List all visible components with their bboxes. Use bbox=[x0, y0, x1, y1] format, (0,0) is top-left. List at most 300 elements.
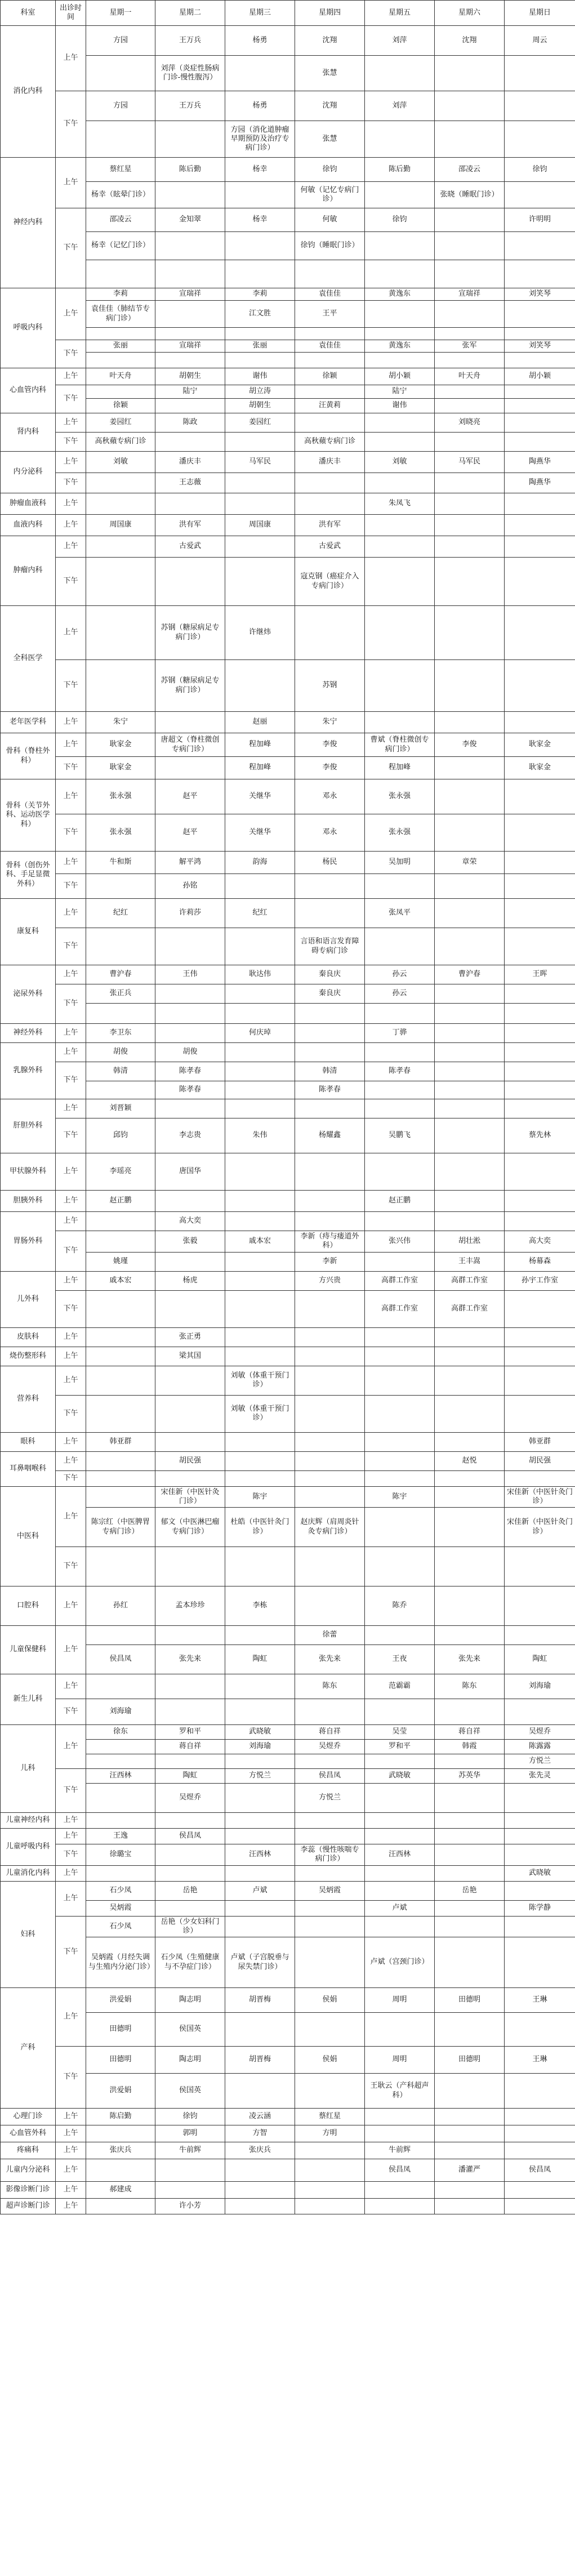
doctor-cell: 姚瑾 bbox=[86, 1252, 155, 1271]
doctor-cell bbox=[505, 515, 575, 536]
doctor-cell bbox=[86, 660, 155, 712]
doctor-cell: 王晖 bbox=[505, 965, 575, 984]
doctor-cell bbox=[505, 493, 575, 515]
doctor-cell: 洪有军 bbox=[295, 515, 365, 536]
doctor-cell: 徐颖 bbox=[295, 368, 365, 385]
doctor-cell bbox=[225, 874, 295, 899]
doctor-cell: 赵丽 bbox=[225, 712, 295, 733]
table-row bbox=[1, 1153, 575, 1191]
department-cell: 乳腺外科 bbox=[1, 1043, 56, 1099]
doctor-cell: 耿达伟 bbox=[225, 965, 295, 984]
doctor-cell bbox=[155, 1290, 225, 1327]
table-row bbox=[1, 1451, 575, 1470]
doctor-cell: 江文胜 bbox=[225, 301, 295, 328]
doctor-cell: 刘晓亮 bbox=[435, 413, 505, 433]
session-cell: 上午 bbox=[56, 452, 86, 473]
doctor-cell bbox=[225, 1674, 295, 1699]
doctor-cell: 陈露露 bbox=[505, 1740, 575, 1754]
table-row bbox=[1, 493, 575, 515]
session-cell: 下午 bbox=[56, 91, 86, 158]
doctor-cell bbox=[435, 874, 505, 899]
doctor-cell bbox=[365, 1699, 435, 1725]
doctor-cell: 张晓（睡眠门诊） bbox=[435, 182, 505, 208]
doctor-cell bbox=[86, 473, 155, 493]
doctor-cell bbox=[225, 1271, 295, 1290]
doctor-cell bbox=[155, 1024, 225, 1043]
doctor-cell bbox=[155, 121, 225, 158]
doctor-cell: 王逸 bbox=[86, 1829, 155, 1844]
doctor-cell bbox=[435, 2013, 505, 2047]
doctor-cell bbox=[435, 757, 505, 779]
doctor-cell: 沈翔 bbox=[295, 26, 365, 56]
doctor-cell: 陈乔 bbox=[365, 1586, 435, 1626]
table-row bbox=[1, 91, 575, 121]
doctor-cell: 田德明 bbox=[435, 2047, 505, 2074]
doctor-cell: 姜园红 bbox=[225, 413, 295, 433]
doctor-cell: 赵悦 bbox=[435, 1451, 505, 1470]
doctor-cell: 张先来 bbox=[435, 1645, 505, 1674]
doctor-cell bbox=[435, 712, 505, 733]
doctor-cell bbox=[435, 399, 505, 413]
doctor-cell bbox=[365, 536, 435, 558]
table-row bbox=[1, 121, 575, 158]
doctor-cell bbox=[86, 2159, 155, 2182]
doctor-cell bbox=[86, 1626, 155, 1645]
doctor-cell bbox=[295, 1099, 365, 1118]
doctor-cell: 纪红 bbox=[86, 899, 155, 928]
doctor-cell bbox=[435, 1212, 505, 1231]
doctor-cell bbox=[435, 2074, 505, 2109]
doctor-cell bbox=[295, 606, 365, 660]
doctor-cell: 张兴伟 bbox=[365, 1231, 435, 1253]
doctor-cell bbox=[505, 1004, 575, 1024]
doctor-cell bbox=[435, 1784, 505, 1813]
doctor-cell: 何庆琸 bbox=[225, 1024, 295, 1043]
table-row bbox=[1, 368, 575, 385]
doctor-cell: 苏钢（糖尿病足专病门诊） bbox=[155, 606, 225, 660]
doctor-cell bbox=[225, 493, 295, 515]
doctor-cell bbox=[365, 473, 435, 493]
doctor-cell bbox=[365, 712, 435, 733]
doctor-cell: 李志贵 bbox=[155, 1118, 225, 1153]
doctor-cell: 陈后勤 bbox=[365, 158, 435, 182]
doctor-cell bbox=[225, 1699, 295, 1725]
doctor-cell bbox=[86, 606, 155, 660]
doctor-cell bbox=[295, 2199, 365, 2214]
department-cell: 儿童神经内科 bbox=[1, 1813, 56, 1829]
doctor-cell bbox=[365, 182, 435, 208]
department-cell: 全科医学 bbox=[1, 606, 56, 712]
doctor-cell bbox=[365, 121, 435, 158]
table-row bbox=[1, 385, 575, 399]
doctor-cell bbox=[155, 558, 225, 606]
doctor-cell: 程加峰 bbox=[225, 757, 295, 779]
doctor-cell: 武晓敏 bbox=[225, 1725, 295, 1740]
doctor-cell: 袁佳佳 bbox=[295, 340, 365, 353]
table-row bbox=[1, 413, 575, 433]
session-cell: 上午 bbox=[56, 1486, 86, 1547]
table-row bbox=[1, 1586, 575, 1626]
doctor-cell: 陈孝春 bbox=[295, 1081, 365, 1099]
doctor-cell: 孙云 bbox=[365, 984, 435, 1004]
department-cell: 产科 bbox=[1, 1988, 56, 2109]
doctor-cell bbox=[505, 413, 575, 433]
doctor-cell bbox=[505, 1212, 575, 1231]
table-row bbox=[1, 1988, 575, 2013]
doctor-cell bbox=[225, 1754, 295, 1769]
table-row bbox=[1, 852, 575, 874]
doctor-cell: 许明明 bbox=[505, 208, 575, 232]
doctor-cell bbox=[435, 1153, 505, 1191]
doctor-cell: 高秋蘋专病门诊 bbox=[86, 433, 155, 452]
doctor-cell bbox=[155, 2182, 225, 2199]
doctor-cell bbox=[86, 2199, 155, 2214]
department-cell: 儿外科 bbox=[1, 1271, 56, 1327]
department-cell: 眼科 bbox=[1, 1432, 56, 1451]
doctor-cell: 孙云 bbox=[365, 965, 435, 984]
department-cell: 中医科 bbox=[1, 1486, 56, 1586]
department-cell: 泌尿外科 bbox=[1, 965, 56, 1024]
doctor-cell bbox=[295, 1699, 365, 1725]
doctor-cell: 岳艳 bbox=[155, 1881, 225, 1900]
doctor-cell: 蔡红星 bbox=[86, 158, 155, 182]
table-row bbox=[1, 1881, 575, 1900]
doctor-cell bbox=[505, 2109, 575, 2125]
session-cell: 下午 bbox=[56, 385, 86, 413]
table-row bbox=[1, 1099, 575, 1118]
doctor-cell: 高大奕 bbox=[155, 1212, 225, 1231]
doctor-cell bbox=[505, 182, 575, 208]
doctor-cell bbox=[225, 928, 295, 965]
doctor-cell: 袁佳佳（肺结节专病门诊） bbox=[86, 301, 155, 328]
doctor-cell bbox=[505, 1470, 575, 1486]
table-row bbox=[1, 1024, 575, 1043]
session-cell: 上午 bbox=[56, 1829, 86, 1844]
doctor-cell: 刘萍（炎症性肠病门诊-慢性腹泻） bbox=[155, 56, 225, 91]
doctor-cell: 谢伟 bbox=[365, 399, 435, 413]
doctor-cell: 王伟 bbox=[155, 965, 225, 984]
doctor-cell: 陆宁 bbox=[365, 385, 435, 399]
table-row bbox=[1, 301, 575, 328]
doctor-cell bbox=[86, 1347, 155, 1366]
table-row bbox=[1, 1470, 575, 1486]
doctor-cell bbox=[505, 1586, 575, 1626]
doctor-cell bbox=[86, 558, 155, 606]
doctor-cell bbox=[365, 1252, 435, 1271]
table-row bbox=[1, 1486, 575, 1508]
doctor-cell: 刘笑琴 bbox=[505, 288, 575, 301]
doctor-cell bbox=[225, 2182, 295, 2199]
doctor-cell bbox=[86, 328, 155, 340]
doctor-cell: 张正兵 bbox=[86, 984, 155, 1004]
doctor-cell: 郝建成 bbox=[86, 2182, 155, 2199]
doctor-cell: 郭明 bbox=[155, 2125, 225, 2142]
doctor-cell bbox=[155, 1844, 225, 1866]
doctor-cell: 张庆兵 bbox=[86, 2142, 155, 2159]
doctor-cell: 韩亚群 bbox=[86, 1432, 155, 1451]
doctor-cell bbox=[435, 260, 505, 288]
doctor-cell: 蔡先林 bbox=[505, 1118, 575, 1153]
doctor-cell bbox=[505, 1881, 575, 1900]
doctor-cell bbox=[505, 558, 575, 606]
doctor-cell: 郁文（中医淋巴瘤专病门诊） bbox=[155, 1508, 225, 1547]
doctor-cell bbox=[505, 852, 575, 874]
doctor-cell bbox=[435, 2125, 505, 2142]
doctor-cell bbox=[435, 2109, 505, 2125]
department-cell: 老年医学科 bbox=[1, 712, 56, 733]
session-cell: 下午 bbox=[56, 2047, 86, 2109]
doctor-cell bbox=[505, 1547, 575, 1586]
doctor-cell bbox=[505, 1081, 575, 1099]
doctor-cell bbox=[435, 353, 505, 368]
doctor-cell: 许莉莎 bbox=[155, 899, 225, 928]
doctor-cell: 卢斌 bbox=[365, 1900, 435, 1916]
doctor-cell: 宋佳新（中医针灸门诊） bbox=[155, 1486, 225, 1508]
doctor-cell: 陶虹 bbox=[225, 1645, 295, 1674]
session-cell: 上午 bbox=[56, 158, 86, 208]
doctor-cell: 解平鸿 bbox=[155, 852, 225, 874]
doctor-cell: 侯昌凤 bbox=[505, 2159, 575, 2182]
doctor-cell bbox=[435, 660, 505, 712]
doctor-cell: 王夜 bbox=[365, 1645, 435, 1674]
session-cell: 上午 bbox=[56, 606, 86, 660]
doctor-cell: 徐钧 bbox=[155, 2109, 225, 2125]
doctor-cell bbox=[365, 1327, 435, 1347]
doctor-cell bbox=[86, 1470, 155, 1486]
doctor-cell bbox=[435, 301, 505, 328]
doctor-cell: 牛前辉 bbox=[365, 2142, 435, 2159]
doctor-cell bbox=[505, 260, 575, 288]
department-cell: 肿瘤内科 bbox=[1, 536, 56, 606]
doctor-cell: 耿家金 bbox=[505, 733, 575, 757]
doctor-cell bbox=[435, 2199, 505, 2214]
doctor-cell: 王丰嵩 bbox=[435, 1252, 505, 1271]
session-cell: 下午 bbox=[56, 558, 86, 606]
doctor-cell bbox=[225, 2199, 295, 2214]
department-cell: 甲状腺外科 bbox=[1, 1153, 56, 1191]
department-cell: 肾内科 bbox=[1, 413, 56, 452]
doctor-cell: 徐颖 bbox=[86, 399, 155, 413]
doctor-cell bbox=[155, 712, 225, 733]
doctor-cell: 刘海瑜 bbox=[225, 1740, 295, 1754]
doctor-cell: 苏钢（糖尿病足专病门诊） bbox=[155, 660, 225, 712]
doctor-cell bbox=[435, 1366, 505, 1395]
doctor-cell bbox=[365, 260, 435, 288]
doctor-cell bbox=[86, 2125, 155, 2142]
doctor-cell: 陶燕华 bbox=[505, 473, 575, 493]
doctor-cell bbox=[86, 874, 155, 899]
doctor-cell bbox=[365, 1754, 435, 1769]
doctor-cell bbox=[435, 1508, 505, 1547]
doctor-cell bbox=[435, 1191, 505, 1212]
table-body bbox=[1, 26, 575, 2214]
doctor-cell bbox=[435, 1043, 505, 1062]
doctor-cell: 吴莹 bbox=[365, 1725, 435, 1740]
doctor-cell: 李莉 bbox=[225, 288, 295, 301]
session-cell: 上午 bbox=[56, 1271, 86, 1290]
doctor-cell bbox=[155, 1674, 225, 1699]
session-cell: 下午 bbox=[56, 1699, 86, 1725]
doctor-cell bbox=[435, 1699, 505, 1725]
doctor-cell: 张永强 bbox=[365, 779, 435, 814]
doctor-cell bbox=[155, 232, 225, 260]
doctor-cell: 苏英华 bbox=[435, 1769, 505, 1784]
doctor-cell: 曹斌（脊柱微创专病门诊） bbox=[365, 733, 435, 757]
doctor-cell bbox=[505, 1829, 575, 1844]
doctor-cell bbox=[435, 1844, 505, 1866]
table-row bbox=[1, 1865, 575, 1881]
session-cell: 下午 bbox=[56, 874, 86, 899]
doctor-cell: 刘海瑜 bbox=[86, 1699, 155, 1725]
table-row bbox=[1, 1626, 575, 1645]
table-row bbox=[1, 1508, 575, 1547]
doctor-cell: 杨幸（记忆门诊） bbox=[86, 232, 155, 260]
session-cell: 上午 bbox=[56, 2159, 86, 2182]
doctor-cell: 潘庆丰 bbox=[295, 452, 365, 473]
doctor-cell: 叶天舟 bbox=[435, 368, 505, 385]
doctor-cell: 吴炳霞（月经失调与生殖内分泌门诊） bbox=[86, 1937, 155, 1988]
doctor-cell bbox=[155, 1395, 225, 1432]
session-cell: 上午 bbox=[56, 1432, 86, 1451]
doctor-cell: 孙宇工作室 bbox=[505, 1271, 575, 1290]
doctor-cell bbox=[225, 984, 295, 1004]
doctor-cell: 韩清 bbox=[295, 1062, 365, 1081]
doctor-cell: 吴煜乔 bbox=[155, 1784, 225, 1813]
doctor-cell: 沈翔 bbox=[435, 26, 505, 56]
doctor-cell: 汪西林 bbox=[365, 1844, 435, 1866]
doctor-cell: 唐国华 bbox=[155, 1153, 225, 1191]
department-cell: 胃肠外科 bbox=[1, 1212, 56, 1272]
table-row bbox=[1, 288, 575, 301]
doctor-cell: 古爱武 bbox=[295, 536, 365, 558]
doctor-cell: 韩霞 bbox=[435, 1740, 505, 1754]
session-cell: 下午 bbox=[56, 1547, 86, 1586]
doctor-cell: 王志薇 bbox=[155, 473, 225, 493]
doctor-cell bbox=[435, 473, 505, 493]
doctor-cell: 李蕊（慢性咳喘专病门诊） bbox=[295, 1844, 365, 1866]
session-cell: 下午 bbox=[56, 984, 86, 1024]
table-row bbox=[1, 2182, 575, 2199]
department-cell: 儿童呼吸内科 bbox=[1, 1829, 56, 1866]
doctor-cell bbox=[435, 1586, 505, 1626]
doctor-cell bbox=[295, 1547, 365, 1586]
table-row bbox=[1, 1754, 575, 1769]
doctor-cell: 陶志明 bbox=[155, 1988, 225, 2013]
doctor-cell: 武晓敏 bbox=[365, 1769, 435, 1784]
doctor-cell: 陈孝春 bbox=[155, 1081, 225, 1099]
doctor-cell: 韵海 bbox=[225, 852, 295, 874]
doctor-cell bbox=[155, 260, 225, 288]
doctor-cell: 田德明 bbox=[86, 2047, 155, 2074]
department-cell: 神经内科 bbox=[1, 158, 56, 288]
doctor-cell: 马军民 bbox=[225, 452, 295, 473]
doctor-cell bbox=[225, 1191, 295, 1212]
column-header: 出诊时间 bbox=[56, 1, 86, 26]
doctor-cell bbox=[225, 353, 295, 368]
doctor-cell: 邵凌云 bbox=[86, 208, 155, 232]
doctor-cell: 胡朝生 bbox=[225, 399, 295, 413]
doctor-cell: 马军民 bbox=[435, 452, 505, 473]
doctor-cell: 卢斌 bbox=[225, 1881, 295, 1900]
doctor-cell: 孙红 bbox=[86, 1586, 155, 1626]
column-header: 星期日 bbox=[505, 1, 575, 26]
doctor-cell: 汪西林 bbox=[225, 1844, 295, 1866]
table-row bbox=[1, 1191, 575, 1212]
session-cell: 上午 bbox=[56, 288, 86, 340]
doctor-cell: 陈孝春 bbox=[155, 1062, 225, 1081]
department-cell: 肝胆外科 bbox=[1, 1099, 56, 1153]
doctor-cell: 韩清 bbox=[86, 1062, 155, 1081]
doctor-cell bbox=[505, 2199, 575, 2214]
doctor-cell bbox=[295, 2074, 365, 2109]
doctor-cell: 胡民强 bbox=[505, 1451, 575, 1470]
doctor-cell: 陶虹 bbox=[505, 1645, 575, 1674]
doctor-cell: 张先来 bbox=[295, 1645, 365, 1674]
doctor-cell: 关继华 bbox=[225, 779, 295, 814]
doctor-cell: 秦良庆 bbox=[295, 984, 365, 1004]
doctor-cell bbox=[295, 1916, 365, 1937]
doctor-cell: 张先灵 bbox=[505, 1769, 575, 1784]
session-cell: 上午 bbox=[56, 1881, 86, 1916]
doctor-cell: 杨幸 bbox=[225, 208, 295, 232]
doctor-cell bbox=[365, 2199, 435, 2214]
table-row bbox=[1, 433, 575, 452]
doctor-cell bbox=[225, 660, 295, 712]
doctor-cell bbox=[86, 260, 155, 288]
doctor-cell: 徐钧 bbox=[505, 158, 575, 182]
session-cell: 上午 bbox=[56, 1153, 86, 1191]
doctor-cell: 张永强 bbox=[86, 779, 155, 814]
doctor-cell: 耿家金 bbox=[86, 733, 155, 757]
session-cell: 上午 bbox=[56, 1988, 86, 2047]
doctor-cell: 刘海瑜 bbox=[505, 1674, 575, 1699]
doctor-cell: 李栋 bbox=[225, 1586, 295, 1626]
doctor-cell: 侯昌凤 bbox=[295, 1769, 365, 1784]
table-header-row bbox=[1, 1, 575, 26]
doctor-cell bbox=[295, 1813, 365, 1829]
doctor-cell bbox=[86, 1451, 155, 1470]
doctor-cell bbox=[505, 56, 575, 91]
doctor-cell: 杨虎 bbox=[155, 1271, 225, 1290]
session-cell: 下午 bbox=[56, 1844, 86, 1866]
table-row bbox=[1, 1769, 575, 1784]
doctor-cell: 赵正鹏 bbox=[365, 1191, 435, 1212]
doctor-cell bbox=[435, 232, 505, 260]
doctor-cell: 陈启勤 bbox=[86, 2109, 155, 2125]
session-cell: 下午 bbox=[56, 208, 86, 288]
doctor-cell: 张永强 bbox=[86, 814, 155, 852]
doctor-cell: 王耿云（产科超声科） bbox=[365, 2074, 435, 2109]
doctor-cell bbox=[295, 1937, 365, 1988]
doctor-cell bbox=[225, 1347, 295, 1366]
doctor-cell bbox=[295, 1451, 365, 1470]
department-cell: 儿童消化内科 bbox=[1, 1865, 56, 1881]
doctor-cell: 范霸霸 bbox=[365, 1674, 435, 1699]
doctor-cell bbox=[505, 353, 575, 368]
doctor-cell bbox=[365, 1395, 435, 1432]
doctor-cell bbox=[435, 2182, 505, 2199]
table-row bbox=[1, 558, 575, 606]
doctor-cell bbox=[225, 1470, 295, 1486]
doctor-cell bbox=[155, 1366, 225, 1395]
doctor-cell bbox=[225, 1004, 295, 1024]
doctor-cell: 罗和平 bbox=[155, 1725, 225, 1740]
doctor-cell: 杨幸（眩晕门诊） bbox=[86, 182, 155, 208]
doctor-cell: 杨幸 bbox=[225, 158, 295, 182]
table-row bbox=[1, 515, 575, 536]
doctor-cell: 洪爱娟 bbox=[86, 1988, 155, 2013]
doctor-cell bbox=[155, 2159, 225, 2182]
